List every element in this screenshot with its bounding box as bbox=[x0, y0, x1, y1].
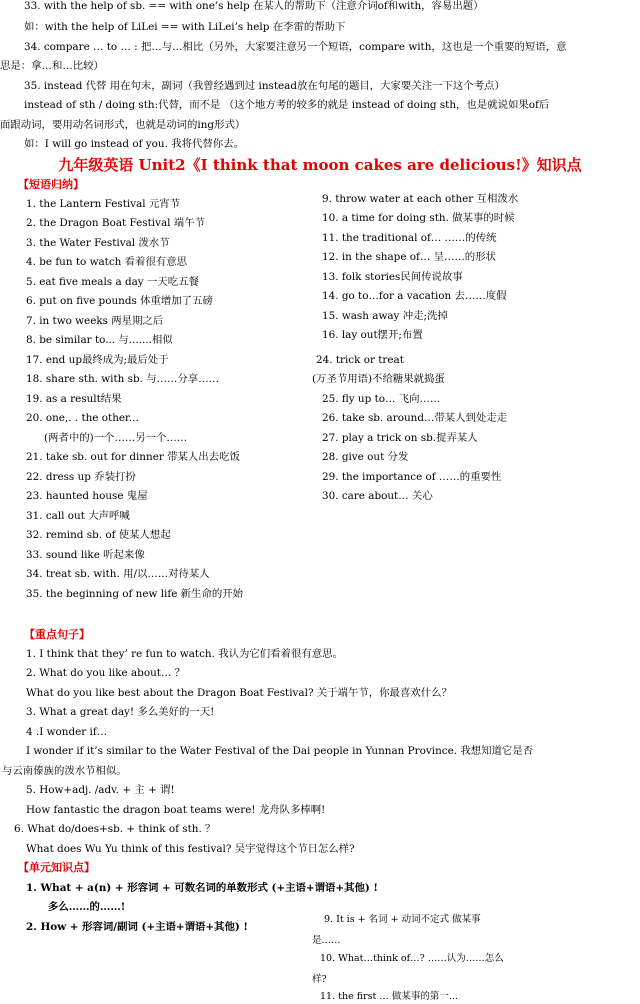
phrase-item: 2. the Dragon Boat Festival 端午节 bbox=[26, 217, 205, 229]
intro-line: 如：with the help of LiLei == with LiLei’s help 在李雷的帮助下 bbox=[24, 21, 346, 33]
phrase-item: 17. end up最终成为;最后处于 bbox=[26, 354, 169, 366]
phrase-item: (两者中的)一个……另一个…… bbox=[44, 432, 188, 444]
phrase-item: 6. put on five pounds 体重增加了五磅 bbox=[26, 295, 213, 307]
section-heading-unit-points: 【单元知识点】 bbox=[18, 861, 95, 874]
phrase-item: 7. in two weeks 两星期之后 bbox=[26, 315, 164, 327]
phrase-item: 9. throw water at each other 互相泼水 bbox=[322, 193, 519, 205]
intro-line: 35. instead 代替 用在句末，副词（我曾经遇到过 instead放在句尾的题目，大家要关注一下这个考点） bbox=[24, 80, 505, 92]
unit-point-line: 9. It is + 名词 + 动词不定式 做某事 bbox=[324, 914, 481, 925]
sentence-line: 6. What do/does+sb. + think of sth. ？ bbox=[14, 823, 216, 835]
phrase-item: 22. dress up 乔装打扮 bbox=[26, 471, 136, 483]
section-heading-sentences: 【重点句子】 bbox=[24, 628, 90, 641]
unit-point-line: 1. What + a(n) + 形容词 + 可数名词的单数形式 (+主语+谓语+其他) ! bbox=[26, 882, 378, 894]
unit-point-line: 11. the first … 做某事的第一... bbox=[320, 991, 458, 1002]
unit-point-line: 是…… bbox=[312, 935, 341, 946]
intro-line: 如：I will go instead of you. 我将代替你去。 bbox=[24, 138, 244, 150]
intro-line: 33. with the help of sb. == with one’s help 在某人的帮助下（注意介词of和with，容易出题） bbox=[24, 0, 484, 12]
phrase-item: 29. the importance of ……的重要性 bbox=[322, 471, 502, 483]
phrase-item: 15. wash away 冲走;洗掉 bbox=[322, 310, 448, 322]
phrase-item: 19. as a result结果 bbox=[26, 393, 122, 405]
phrase-item: 31. call out 大声呼喊 bbox=[26, 510, 130, 522]
phrase-item: 20. one,. . the other... bbox=[26, 412, 139, 424]
sentence-line: 5. How+adj. /adv. + 主 + 谓! bbox=[26, 784, 175, 796]
phrase-item: 18. share sth. with sb. 与……分享…… bbox=[26, 373, 219, 385]
phrase-item: 16. lay out摆开;布置 bbox=[322, 329, 423, 341]
unit-point-line: 多么……的……! bbox=[48, 901, 126, 913]
sentence-line: 2. What do you like about… ？ bbox=[26, 667, 186, 679]
phrase-item: 12. in the shape of… 呈……的形状 bbox=[322, 251, 496, 263]
unit-point-line: 10. What…think of…? ……认为……怎么 bbox=[320, 953, 504, 964]
sentence-line: What do you like best about the Dragon Boat Festival? 关于端午节，你最喜欢什么？ bbox=[26, 687, 452, 699]
intro-line: instead of sth / doing sth:代替，而不是 （这个地方考的较多的就是 instead of doing sth，也是就说如果of后 bbox=[24, 99, 550, 111]
intro-line: 面跟动词，要用动名词形式，也就是动词的ing形式） bbox=[0, 119, 246, 131]
unit-point-line: 2. How + 形容词/副词 (+主语+谓语+其他) ! bbox=[26, 921, 248, 933]
phrase-item: 23. haunted house 鬼屋 bbox=[26, 490, 148, 502]
phrase-item: (万圣节用语)不给糖果就捣蛋 bbox=[312, 373, 445, 385]
phrase-item: 34. treat sb. with. 用/以……对待某人 bbox=[26, 568, 210, 580]
sentence-line: 与云南傣族的泼水节相似。 bbox=[2, 765, 127, 777]
phrase-item: 8. be similar to... 与.......相似 bbox=[26, 334, 173, 346]
sentence-line: 3. What a great day! 多么美好的一天! bbox=[26, 706, 215, 718]
phrase-item: 28. give out 分发 bbox=[322, 451, 409, 463]
section-heading-phrases: 【短语归纳】 bbox=[18, 178, 84, 191]
phrase-item: 27. play a trick on sb.捉弄某人 bbox=[322, 432, 478, 444]
phrase-item: 1. the Lantern Festival 元宵节 bbox=[26, 198, 181, 210]
phrase-item: 11. the traditional of… ……的传统 bbox=[322, 232, 497, 244]
unit-point-line: 样? bbox=[312, 974, 327, 985]
sentence-line: How fantastic the dragon boat teams were! 龙舟队多棒啊! bbox=[26, 804, 326, 816]
phrase-item: 10. a time for doing sth. 做某事的时候 bbox=[322, 212, 515, 224]
sentence-line: 4 .I wonder if… bbox=[26, 726, 108, 738]
sentence-line: What does Wu Yu think of this festival? 吴宇觉得这个节日怎么样? bbox=[26, 843, 355, 855]
phrase-item: 35. the beginning of new life 新生命的开始 bbox=[26, 588, 244, 600]
phrase-item: 24. trick or treat bbox=[316, 354, 404, 366]
phrase-item: 14. go to…for a vacation 去……度假 bbox=[322, 290, 507, 302]
phrase-item: 32. remind sb. of 使某人想起 bbox=[26, 529, 171, 541]
phrase-item: 21. take sb. out for dinner 带某人出去吃饭 bbox=[26, 451, 240, 463]
phrase-item: 26. take sb. around…带某人到处走走 bbox=[322, 412, 508, 424]
sentence-line: 1. I think that they’ re fun to watch. 我认为它们看着很有意思。 bbox=[26, 648, 343, 660]
sentence-line: I wonder if it’s similar to the Water Festival of the Dai people in Yunnan Province. 我想知道它是否 bbox=[26, 745, 534, 757]
phrase-item: 5. eat five meals a day 一天吃五餐 bbox=[26, 276, 199, 288]
page-title: 九年级英语 Unit2《I think that moon cakes are delicious!》知识点 bbox=[58, 156, 582, 174]
intro-line: 34. compare … to … : 把…与…相比（另外，大家要注意另一个短语，compare with，这也是一个重要的短语，意 bbox=[24, 41, 567, 53]
phrase-item: 4. be fun to watch 看着很有意思 bbox=[26, 256, 188, 268]
phrase-item: 13. folk stories民间传说故事 bbox=[322, 271, 463, 283]
phrase-item: 33. sound like 听起来像 bbox=[26, 549, 145, 561]
phrase-item: 3. the Water Festival 泼水节 bbox=[26, 237, 170, 249]
phrase-item: 25. fly up to… 飞向…… bbox=[322, 393, 441, 405]
intro-line: 思是：拿…和…比较） bbox=[0, 60, 104, 72]
phrase-item: 30. care about… 关心 bbox=[322, 490, 433, 502]
